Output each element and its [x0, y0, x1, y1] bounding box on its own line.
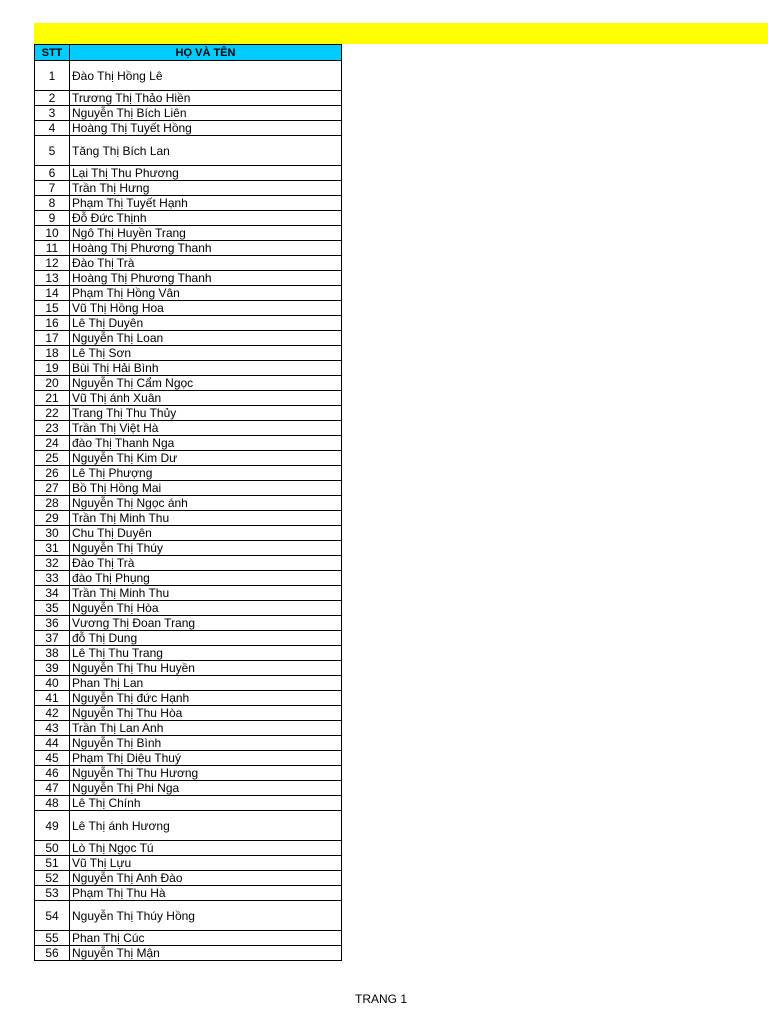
row-number: 6: [35, 166, 70, 181]
row-full-name: Vũ Thị Lựu: [70, 856, 342, 871]
roster-table: [34, 44, 342, 961]
row-full-name: Trần Thị Lan Anh: [70, 721, 342, 736]
row-number: 55: [35, 931, 70, 946]
column-header-stt: STT: [35, 45, 70, 61]
row-full-name: Phạm Thị Diệu Thuý: [70, 751, 342, 766]
row-full-name: Trần Thị Việt Hà: [70, 421, 342, 436]
row-number: 14: [35, 286, 70, 301]
row-full-name: Vũ Thị Hồng Hoa: [70, 301, 342, 316]
row-number: 32: [35, 556, 70, 571]
row-number: 39: [35, 661, 70, 676]
table-row: [35, 676, 342, 691]
row-number: 10: [35, 226, 70, 241]
row-number: 24: [35, 436, 70, 451]
row-number: 35: [35, 601, 70, 616]
row-number: 51: [35, 856, 70, 871]
table-row: [35, 721, 342, 736]
row-full-name: Phạm Thị Tuyết Hạnh: [70, 196, 342, 211]
table-row: [35, 601, 342, 616]
row-number: 13: [35, 271, 70, 286]
table-row: [35, 556, 342, 571]
row-full-name: Bùi Thị Hải Bình: [70, 361, 342, 376]
row-full-name: Hoàng Thị Phương Thanh: [70, 271, 342, 286]
table-row: [35, 316, 342, 331]
table-row: [35, 136, 342, 166]
row-full-name: Đào Thị Trà: [70, 256, 342, 271]
table-row: [35, 376, 342, 391]
row-number: 11: [35, 241, 70, 256]
row-number: 12: [35, 256, 70, 271]
row-full-name: Chu Thị Duyên: [70, 526, 342, 541]
row-full-name: Lê Thị ánh Hương: [70, 811, 342, 841]
row-full-name: đỗ Thị Dung: [70, 631, 342, 646]
row-full-name: Phạm Thị Thu Hà: [70, 886, 342, 901]
row-full-name: Phan Thị Cúc: [70, 931, 342, 946]
table-row: [35, 871, 342, 886]
row-number: 41: [35, 691, 70, 706]
table-row: [35, 496, 342, 511]
row-full-name: Lê Thị Chính: [70, 796, 342, 811]
row-number: 37: [35, 631, 70, 646]
row-full-name: Lê Thị Thu Trang: [70, 646, 342, 661]
row-full-name: đào Thị Thanh Nga: [70, 436, 342, 451]
row-full-name: Lê Thị Sơn: [70, 346, 342, 361]
row-number: 25: [35, 451, 70, 466]
row-full-name: Lò Thị Ngọc Tú: [70, 841, 342, 856]
row-number: 18: [35, 346, 70, 361]
table-row: [35, 271, 342, 286]
table-row: [35, 901, 342, 931]
row-full-name: Trương Thị Thảo Hiền: [70, 91, 342, 106]
row-number: 44: [35, 736, 70, 751]
roster-body: [35, 61, 342, 961]
column-header-name: HỌ VÀ TÊN: [70, 45, 342, 61]
row-number: 7: [35, 181, 70, 196]
table-row: [35, 841, 342, 856]
table-row: [35, 166, 342, 181]
table-row: [35, 511, 342, 526]
row-number: 16: [35, 316, 70, 331]
row-full-name: Nguyễn Thị Thu Hòa: [70, 706, 342, 721]
table-row: [35, 931, 342, 946]
table-row: [35, 196, 342, 211]
table-row: [35, 241, 342, 256]
row-number: 31: [35, 541, 70, 556]
table-row: [35, 181, 342, 196]
table-row: [35, 661, 342, 676]
row-full-name: Trần Thị Hưng: [70, 181, 342, 196]
row-full-name: Vương Thị Đoan Trang: [70, 616, 342, 631]
row-full-name: Phạm Thị Hồng Vân: [70, 286, 342, 301]
row-full-name: Nguyễn Thị Cẩm Ngọc: [70, 376, 342, 391]
table-row: [35, 481, 342, 496]
row-full-name: Đào Thị Hồng Lê: [70, 61, 342, 91]
table-row: [35, 451, 342, 466]
row-full-name: đào Thị Phụng: [70, 571, 342, 586]
row-full-name: Nguyễn Thị Bình: [70, 736, 342, 751]
table-row: [35, 541, 342, 556]
row-number: 49: [35, 811, 70, 841]
table-row: [35, 346, 342, 361]
row-number: 45: [35, 751, 70, 766]
table-row: [35, 436, 342, 451]
row-full-name: Vũ Thị ánh Xuân: [70, 391, 342, 406]
table-row: [35, 91, 342, 106]
table-row: [35, 466, 342, 481]
row-full-name: Nguyễn Thị Loan: [70, 331, 342, 346]
row-full-name: Trang Thị Thu Thủy: [70, 406, 342, 421]
table-row: [35, 751, 342, 766]
table-row: [35, 646, 342, 661]
row-full-name: Nguyễn Thị Thúy: [70, 541, 342, 556]
table-row: [35, 586, 342, 601]
table-row: [35, 766, 342, 781]
row-number: 56: [35, 946, 70, 961]
row-full-name: Nguyễn Thị Thu Hương: [70, 766, 342, 781]
table-row: [35, 121, 342, 136]
table-row: [35, 571, 342, 586]
row-full-name: Lại Thị Thu Phương: [70, 166, 342, 181]
row-number: 28: [35, 496, 70, 511]
row-number: 47: [35, 781, 70, 796]
row-number: 53: [35, 886, 70, 901]
row-number: 17: [35, 331, 70, 346]
row-full-name: Nguyễn Thị Ngọc ánh: [70, 496, 342, 511]
row-number: 34: [35, 586, 70, 601]
row-number: 19: [35, 361, 70, 376]
row-number: 52: [35, 871, 70, 886]
row-full-name: Lê Thị Duyên: [70, 316, 342, 331]
table-row: [35, 616, 342, 631]
row-number: 4: [35, 121, 70, 136]
row-full-name: Trần Thị Minh Thu: [70, 511, 342, 526]
table-row: [35, 736, 342, 751]
row-full-name: Phan Thị Lan: [70, 676, 342, 691]
table-row: [35, 631, 342, 646]
table-row: [35, 256, 342, 271]
row-full-name: Đỗ Đức Thịnh: [70, 211, 342, 226]
table-row: [35, 211, 342, 226]
table-row: [35, 421, 342, 436]
row-number: 22: [35, 406, 70, 421]
table-row: [35, 301, 342, 316]
row-number: 46: [35, 766, 70, 781]
row-number: 30: [35, 526, 70, 541]
row-full-name: Nguyễn Thị Kim Dư: [70, 451, 342, 466]
row-full-name: Hoàng Thị Tuyết Hồng: [70, 121, 342, 136]
row-number: 43: [35, 721, 70, 736]
row-full-name: Nguyễn Thị Phi Nga: [70, 781, 342, 796]
row-full-name: Ngô Thị Huyền Trang: [70, 226, 342, 241]
table-row: [35, 781, 342, 796]
title-band: [34, 23, 768, 44]
table-row: [35, 886, 342, 901]
row-number: 3: [35, 106, 70, 121]
row-number: 42: [35, 706, 70, 721]
table-row: [35, 706, 342, 721]
row-full-name: Đào Thị Trà: [70, 556, 342, 571]
row-number: 20: [35, 376, 70, 391]
row-number: 21: [35, 391, 70, 406]
row-full-name: Nguyễn Thị Hòa: [70, 601, 342, 616]
table-row: [35, 856, 342, 871]
row-number: 5: [35, 136, 70, 166]
table-row: [35, 226, 342, 241]
table-row: [35, 691, 342, 706]
table-row: [35, 391, 342, 406]
table-row: [35, 331, 342, 346]
row-number: 27: [35, 481, 70, 496]
table-row: [35, 526, 342, 541]
row-full-name: Tăng Thị Bích Lan: [70, 136, 342, 166]
row-full-name: Bồ Thị Hồng Mai: [70, 481, 342, 496]
page-label: TRANG 1: [355, 992, 408, 1006]
row-number: 50: [35, 841, 70, 856]
row-number: 38: [35, 646, 70, 661]
row-number: 1: [35, 61, 70, 91]
row-number: 48: [35, 796, 70, 811]
row-full-name: Hoàng Thị Phương Thanh: [70, 241, 342, 256]
row-number: 2: [35, 91, 70, 106]
row-number: 26: [35, 466, 70, 481]
row-number: 40: [35, 676, 70, 691]
table-row: [35, 286, 342, 301]
row-number: 29: [35, 511, 70, 526]
row-full-name: Lê Thị Phượng: [70, 466, 342, 481]
row-number: 33: [35, 571, 70, 586]
row-number: 8: [35, 196, 70, 211]
table-header-row: [35, 45, 342, 61]
table-row: [35, 61, 342, 91]
table-row: [35, 106, 342, 121]
row-full-name: Nguyễn Thị Thúy Hồng: [70, 901, 342, 931]
row-full-name: Nguyễn Thị đức Hạnh: [70, 691, 342, 706]
table-row: [35, 361, 342, 376]
table-row: [35, 406, 342, 421]
table-row: [35, 796, 342, 811]
row-number: 36: [35, 616, 70, 631]
row-full-name: Nguyễn Thị Thu Huyền: [70, 661, 342, 676]
row-full-name: Nguyễn Thị Anh Đào: [70, 871, 342, 886]
row-full-name: Nguyễn Thị Mận: [70, 946, 342, 961]
row-full-name: Nguyễn Thị Bích Liên: [70, 106, 342, 121]
row-number: 23: [35, 421, 70, 436]
row-number: 54: [35, 901, 70, 931]
table-row: [35, 946, 342, 961]
row-number: 15: [35, 301, 70, 316]
table-row: [35, 811, 342, 841]
row-full-name: Trần Thị Minh Thu: [70, 586, 342, 601]
row-number: 9: [35, 211, 70, 226]
